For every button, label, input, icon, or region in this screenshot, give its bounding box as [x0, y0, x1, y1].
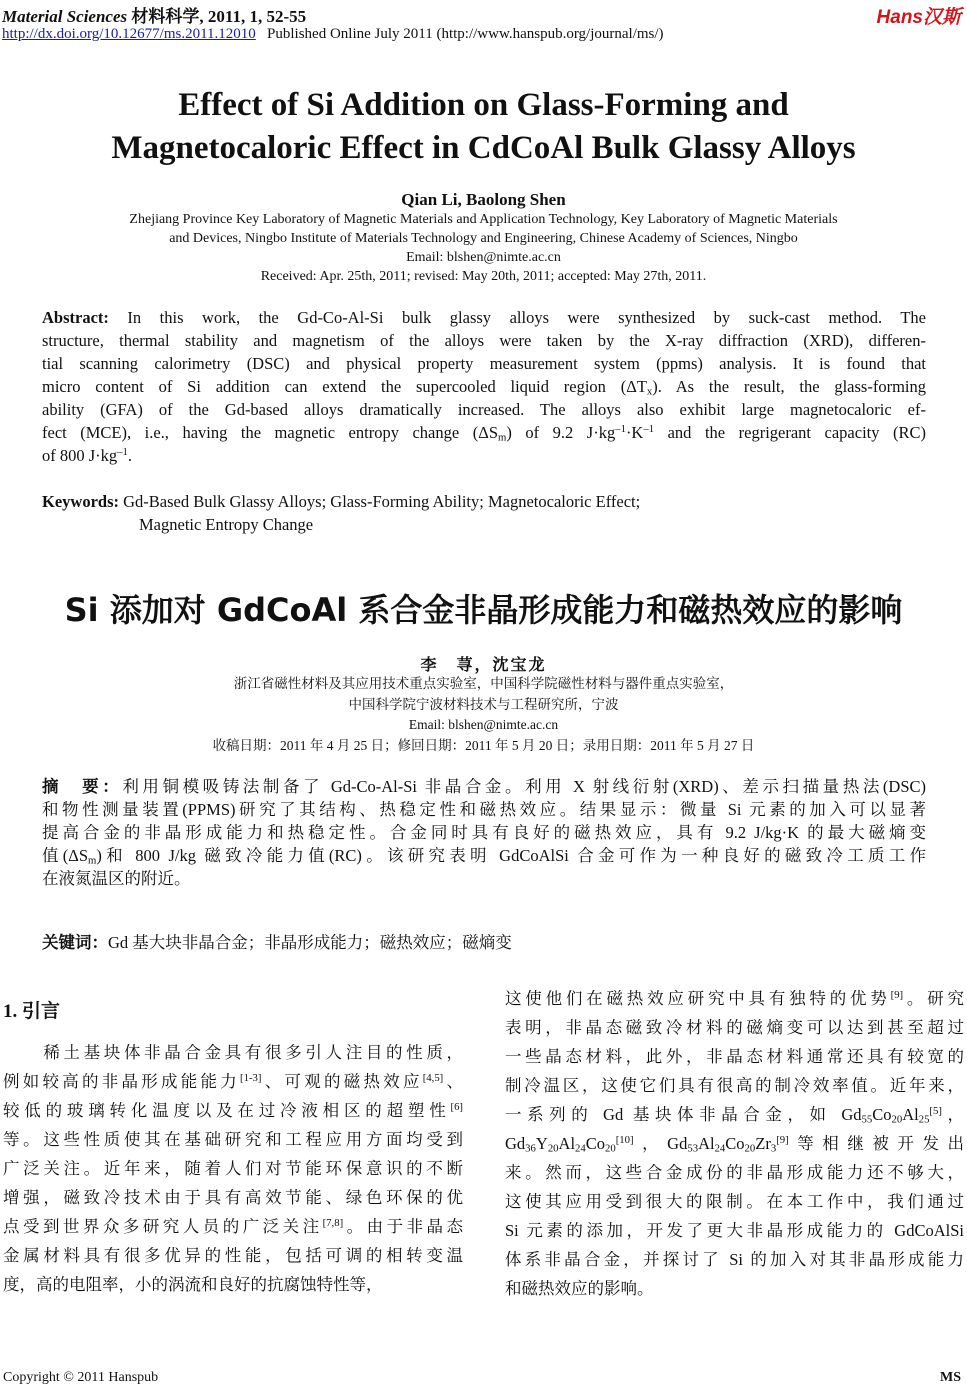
text-segment: 20 [547, 1142, 559, 1155]
text-line [3, 1241, 463, 1270]
text-segment: 值(ΔS [42, 846, 89, 865]
paper-title: Effect of Si Addition on Glass-Forming and Magnetocaloric Effect in CdCoAl Bulk Glassy Alloys [111, 87, 856, 166]
text-segment: [6] [450, 1101, 463, 1114]
text-segment: 55 [861, 1113, 873, 1126]
text-segment: 度，高的电阻率，小的涡流和良好的抗腐蚀特性等， [3, 1275, 383, 1294]
abstract [42, 306, 926, 467]
text-segment: [9] [890, 989, 904, 1002]
doi-line: http://dx.doi.org/10.12677/ms.2011.12010 Published Online July 2011 (http://www.hanspub.org/journal/ms/) [2, 26, 664, 42]
text-segment: 提高合金的非晶形成能力和热稳定性。合金同时具有良好的磁热效应，具有 9.2 J/kg·K 的最大磁熵变 [42, 823, 926, 842]
text-line [505, 1013, 964, 1042]
text-segment: 20 [605, 1142, 616, 1155]
text-segment: and the regrigerant capacity (RC) [654, 423, 927, 442]
text-segment: 24 [714, 1142, 726, 1155]
text-line [42, 306, 926, 329]
text-segment: Co [872, 1105, 892, 1124]
section-heading: 1. 引言 [3, 1001, 61, 1022]
text-segment: ， [941, 1105, 965, 1124]
text-segment: ，Gd [633, 1134, 688, 1153]
text-segment: Al [902, 1105, 919, 1124]
text-segment: 等。这些性质使其在基础研究和工程应用方面均受到 [3, 1130, 463, 1149]
text-segment: 一些晶态材料，此外，非晶态材料通常还具有较宽的 [505, 1047, 964, 1066]
text-segment: Co [725, 1134, 745, 1153]
text-segment: 。由于非晶态 [343, 1217, 464, 1236]
text-segment: fect (MCE), i.e., having the magnetic entropy change (ΔS [42, 423, 499, 442]
text-segment: 制冷温区，这使它们具有很高的制冷效率值。近年来， [505, 1076, 964, 1095]
text-segment: [9] [776, 1134, 789, 1147]
text-line [42, 798, 926, 821]
text-segment: of 800 J·kg [42, 446, 118, 465]
text-segment: micro content of Si addition can extend the supercooled liquid region (ΔT [42, 377, 647, 396]
text-segment: m [498, 431, 507, 444]
text-segment: –1 [117, 446, 128, 459]
left-column [3, 1038, 463, 1299]
text-segment: Co [585, 1134, 606, 1153]
keywords: Keywords: Gd-Based Bulk Glassy Alloys; Glass-Forming Ability; Magnetocaloric Effect; Magnetic Entropy Change [42, 492, 641, 534]
text-line [42, 775, 926, 798]
text-segment: 一系列的 Gd 基块体非晶合金，如 Gd [505, 1105, 862, 1124]
text-segment: structure, thermal stability and magnetism of the alloys were taken by the X-ray diffraction (XRD), differen- [42, 331, 926, 350]
chinese-authors: 李 荨，沈宝龙 [420, 657, 547, 674]
text-line [42, 821, 926, 844]
text-line [3, 1183, 463, 1212]
text-segment: [4,5] [422, 1072, 444, 1085]
text-segment: m [88, 854, 97, 867]
text-segment: Zr [755, 1134, 771, 1153]
text-segment: 这使他们在磁热效应研究中具有独特的优势 [505, 989, 891, 1008]
text-line [3, 1125, 463, 1154]
text-segment: 在液氮温区的附近。 [42, 869, 191, 888]
text-segment: 点受到世界众多研究人员的广泛关注 [3, 1217, 323, 1236]
authors: Qian Li, Baolong Shen [401, 190, 566, 209]
text-line [3, 1154, 463, 1183]
text-segment: 体系非晶合金，并探讨了 Si 的加入对其非晶形成能力 [505, 1250, 964, 1269]
right-column [505, 984, 964, 1303]
text-segment: –1 [615, 423, 626, 436]
text-segment: 53 [687, 1142, 699, 1155]
text-segment: Gd [505, 1134, 526, 1153]
text-line [3, 1212, 463, 1241]
text-line [3, 1096, 463, 1125]
text-segment: )和 800 J/kg 磁致冷能力值(RC)。该研究表明 GdCoAlSi 合金可作为一种良好的磁致冷工质工作 [96, 846, 926, 865]
chinese-title: Si 添加对 GdCoAl 系合金非晶形成能力和磁热效应的影响 [64, 591, 903, 629]
text-segment: 金属材料具有很多优异的性能，包括可调的相转变温 [3, 1246, 463, 1265]
text-segment: 和物性测量装置(PPMS)研究了其结构、热稳定性和磁热效应。结果显示：微量 Si 元素的加入可以显著 [42, 800, 926, 819]
text-segment: In this work, the Gd-Co-Al-Si bulk glassy alloys were synthesized by suck-cast method. The [108, 308, 926, 327]
text-segment: 。研究 [903, 989, 965, 1008]
text-segment: 表明，非晶态磁致冷材料的磁熵变可以达到甚至超过 [505, 1018, 964, 1037]
text-segment: Si 元素的添加，开发了更大非晶形成能力的 GdCoAlSi [505, 1221, 964, 1240]
abstract-label: 摘 要： [42, 777, 123, 796]
text-segment: ·K [625, 423, 644, 442]
copyright: Copyright © 2011 Hanspub [3, 1370, 159, 1385]
text-line [505, 1100, 964, 1129]
abstract-label: Abstract: [42, 308, 109, 327]
text-segment: 这使其应用受到很大的限制。在本工作中，我们通过 [505, 1192, 964, 1211]
text-segment: 例如较高的非晶形成能能力 [3, 1072, 241, 1091]
text-line [3, 1270, 463, 1299]
text-segment: 、 [443, 1072, 464, 1091]
hans-logo: Hans汉斯 [876, 7, 961, 28]
chinese-abstract [42, 775, 926, 890]
text-line [42, 421, 926, 444]
text-segment: 24 [575, 1142, 586, 1155]
text-segment: 20 [891, 1113, 903, 1126]
text-segment: 较低的玻璃转化温度以及在过冷液相区的超塑性 [3, 1101, 451, 1120]
text-segment: 、可观的磁热效应 [261, 1072, 423, 1091]
text-line [42, 867, 926, 890]
text-line [3, 1067, 463, 1096]
text-line [42, 375, 926, 398]
text-line [42, 844, 926, 867]
text-line [505, 1158, 964, 1187]
text-line [505, 984, 964, 1013]
text-segment: [5] [929, 1105, 942, 1118]
text-line [3, 1038, 463, 1067]
text-line [42, 352, 926, 375]
text-segment: x [646, 385, 653, 398]
text-line [505, 1042, 964, 1071]
text-segment: ability (GFA) of the Gd-based alloys dramatically increased. The alloys also exhibit large magnetocaloric ef- [42, 400, 926, 419]
text-line [505, 1129, 964, 1158]
text-segment: 增强，磁致冷技术由于具有高效节能、绿色环保的优 [3, 1188, 463, 1207]
text-segment: 等相继被开发出 [788, 1134, 964, 1153]
journal-header: Material Sciences 材料科学, 2011, 1, 52-55 [2, 7, 307, 26]
text-segment: ) of 9.2 J·kg [506, 423, 616, 442]
text-line [505, 1071, 964, 1100]
text-line [42, 329, 926, 352]
text-segment: 20 [744, 1142, 756, 1155]
text-line [505, 1245, 964, 1274]
text-segment: 利用铜模吸铸法制备了 Gd-Co-Al-Si 非晶合金。利用 X 射线衍射(XRD)、差示扫描量热法(DSC) [122, 777, 927, 796]
text-segment: –1 [643, 423, 655, 436]
text-segment: 36 [525, 1142, 536, 1155]
text-segment: tial scanning calorimetry (DSC) and physical property measurement system (ppms) analysis. It is found that [42, 354, 926, 373]
text-segment: [7,8] [322, 1217, 344, 1230]
text-segment: 广泛关注。近年来，随着人们对节能环保意识的不断 [3, 1159, 463, 1178]
affiliation: Zhejiang Province Key Laboratory of Magnetic Materials and Application Technology, Key Laboratory of Magnetic Materials and Devices, Ningbo Institute of Materials Technology and Engineering, Chinese Academy of Sciences, Ningbo Email: blshen@nimte.ac.cn Received: Apr. 25th, 2011; revised: May 20th, 2011; accepted: May 27th, 2011. [129, 212, 838, 284]
text-segment: ). As the result, the glass-forming [652, 377, 927, 396]
text-segment: 25 [918, 1113, 930, 1126]
journal-abbr: MS [940, 1370, 961, 1385]
text-line [505, 1216, 964, 1245]
text-segment: 3 [770, 1142, 777, 1155]
text-segment: Y [535, 1134, 548, 1153]
text-segment: 稀土基块体非晶合金具有很多引人注目的性质， [3, 1043, 463, 1062]
text-line [505, 1274, 964, 1303]
text-segment: 来。然而，这些合金成份的非晶形成能力还不够大， [505, 1163, 964, 1182]
chinese-affiliation: 浙江省磁性材料及其应用技术重点实验室，中国科学院磁性材料与器件重点实验室， 中国科学院宁波材料技术与工程研究所，宁波 Email: blshen@nimte.ac.cn 收稿日期：2011 年 4 月 25 日；修回日期：2011 年 5 月 20 日；录用日期：2011 年 5 月 27 日 [212, 676, 755, 753]
text-segment: . [127, 446, 133, 465]
text-segment: [10] [615, 1134, 634, 1147]
text-segment: [1-3] [240, 1072, 262, 1085]
text-line [42, 398, 926, 421]
doi-link[interactable]: http://dx.doi.org/10.12677/ms.2011.12010 [2, 26, 256, 42]
text-segment: Al [698, 1134, 715, 1153]
chinese-keywords: 关键词：Gd 基大块非晶合金；非晶形成能力；磁热效应；磁熵变 [42, 933, 512, 952]
text-segment: Al [558, 1134, 576, 1153]
text-line [42, 444, 926, 467]
text-line [505, 1187, 964, 1216]
text-segment: 和磁热效应的影响。 [505, 1279, 654, 1298]
